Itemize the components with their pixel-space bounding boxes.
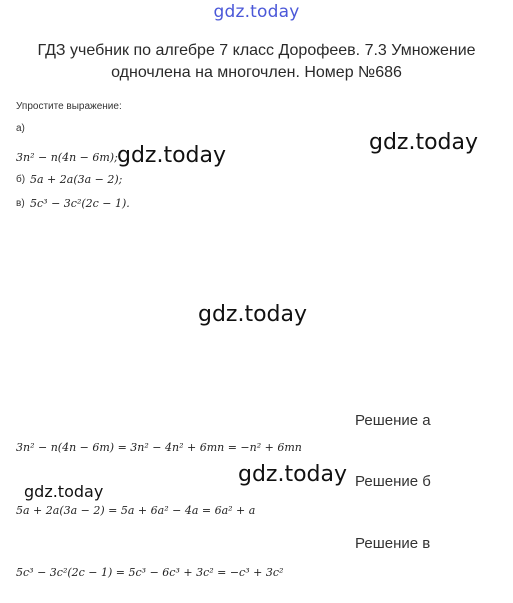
task-instruction: Упростите выражение: (16, 101, 122, 112)
solution-b-expression: 5a + 2a(3a − 2) = 5a + 6a² − 4a = 6a² + a (16, 504, 256, 517)
task-b-expression: 5a + 2a(3a − 2); (30, 173, 123, 186)
solution-b-heading: Решение б (355, 473, 431, 490)
solution-v-expression: 5c³ − 3c²(2c − 1) = 5c³ − 6c³ + 3c² = −c³ + 3c² (16, 566, 284, 579)
watermark-5: gdz.today (24, 482, 104, 501)
site-logo[interactable]: gdz.today (213, 2, 300, 22)
task-b-label: б) (16, 174, 26, 185)
watermark-3: gdz.today (198, 302, 308, 327)
page-title: ГДЗ учебник по алгебре 7 класс Дорофеев. 7.3 Умножение одночлена на многочлен. Номер №686 (37, 42, 476, 81)
solution-a-heading: Решение а (355, 412, 431, 429)
task-v-label: в) (16, 198, 25, 209)
task-a-expression: 3n² − n(4n − 6m); (16, 151, 118, 164)
task-a-label: а) (16, 123, 25, 134)
watermark-1: gdz.today (117, 143, 227, 168)
solution-a-expression: 3n² − n(4n − 6m) = 3n² − 4n² + 6mn = −n² + 6mn (16, 441, 302, 454)
watermark-4: gdz.today (238, 462, 348, 487)
solution-v-heading: Решение в (355, 535, 431, 552)
watermark-2: gdz.today (369, 130, 479, 155)
task-v-expression: 5c³ − 3c²(2c − 1). (30, 197, 130, 210)
